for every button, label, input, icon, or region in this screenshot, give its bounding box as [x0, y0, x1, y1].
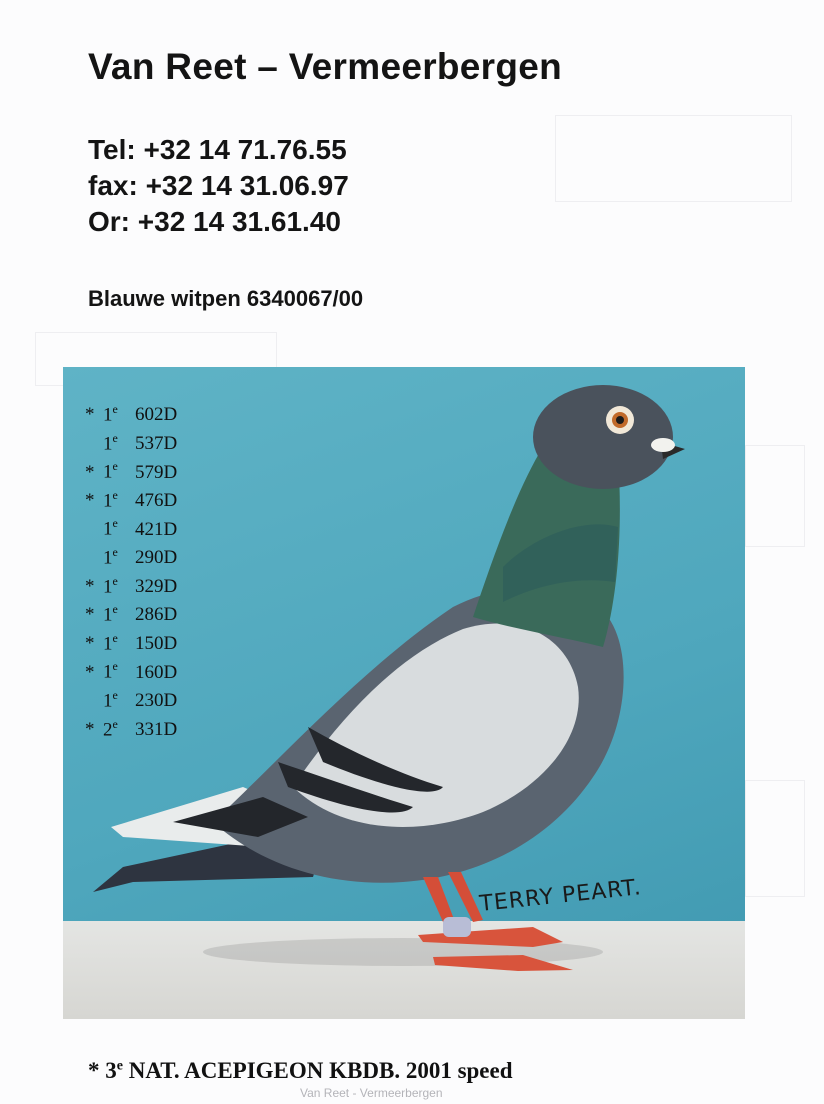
achievement-ordinal: e — [116, 1058, 123, 1074]
result-place-suffix: e — [112, 516, 118, 531]
result-star: * — [85, 490, 95, 512]
result-place-number: 1 — [103, 604, 113, 626]
result-place-number: 1 — [103, 547, 113, 569]
result-place-number: 1 — [103, 461, 113, 483]
result-place-suffix: e — [112, 544, 118, 559]
result-distance: 602D — [135, 404, 178, 426]
results-list — [85, 395, 177, 738]
result-star: * — [85, 604, 95, 626]
result-distance: 150D — [135, 633, 178, 655]
fax-number: fax: +32 14 31.06.97 — [88, 170, 349, 201]
pigeon-photo — [63, 367, 745, 1019]
bird-description: Blauwe witpen 6340067/00 — [88, 286, 364, 311]
result-distance: 421D — [135, 518, 178, 540]
bleed-through-box — [555, 115, 792, 202]
result-place-suffix: e — [112, 687, 118, 702]
result-distance: 476D — [135, 490, 178, 512]
achievement-note — [88, 1058, 513, 1084]
page-title: Van Reet – Vermeerbergen — [88, 46, 563, 87]
result-place-number: 1 — [103, 490, 113, 512]
alternate-number: Or: +32 14 31.61.40 — [88, 206, 341, 237]
result-place-suffix: e — [112, 459, 118, 474]
result-place-number: 1 — [103, 404, 113, 426]
result-place-suffix: e — [112, 630, 118, 645]
result-star: * — [85, 461, 95, 483]
result-distance: 290D — [135, 547, 178, 569]
result-place-number: 1 — [103, 661, 113, 683]
result-star: * — [85, 661, 95, 683]
result-place-number: 2 — [103, 718, 113, 740]
result-place-suffix: e — [112, 602, 118, 617]
result-place-number: 1 — [103, 432, 113, 454]
achievement-prefix: * 3 — [88, 1058, 117, 1083]
achievement-text: NAT. ACEPIGEON KBDB. 2001 speed — [122, 1058, 513, 1083]
result-star: * — [85, 575, 95, 597]
result-star: * — [85, 718, 95, 740]
result-distance: 230D — [135, 690, 178, 712]
result-distance: 286D — [135, 604, 178, 626]
result-star: * — [85, 404, 95, 426]
result-place-suffix: e — [112, 487, 118, 502]
result-place-suffix: e — [112, 659, 118, 674]
result-place-suffix: e — [112, 430, 118, 445]
result-place-suffix: e — [112, 573, 118, 588]
bleed-through-box — [745, 445, 805, 547]
result-place — [103, 710, 125, 745]
result-place-suffix: e — [112, 716, 118, 731]
artist-signature: TERRY PEART. — [478, 875, 643, 917]
result-distance: 331D — [135, 718, 178, 740]
result-distance: 329D — [135, 575, 178, 597]
result-place-suffix: e — [112, 402, 118, 416]
result-star: * — [85, 633, 95, 655]
bleed-through-box — [745, 780, 805, 897]
bleed-through-footer: Van Reet - Vermeerbergen — [300, 1086, 443, 1100]
result-distance: 160D — [135, 661, 178, 683]
result-distance: 537D — [135, 432, 178, 454]
telephone-number: Tel: +32 14 71.76.55 — [88, 134, 347, 165]
result-place-number: 1 — [103, 518, 113, 540]
result-place-number: 1 — [103, 690, 113, 712]
result-place-number: 1 — [103, 575, 113, 597]
result-row — [85, 395, 177, 424]
contact-block — [88, 132, 349, 240]
result-place-number: 1 — [103, 633, 113, 655]
result-distance: 579D — [135, 461, 178, 483]
